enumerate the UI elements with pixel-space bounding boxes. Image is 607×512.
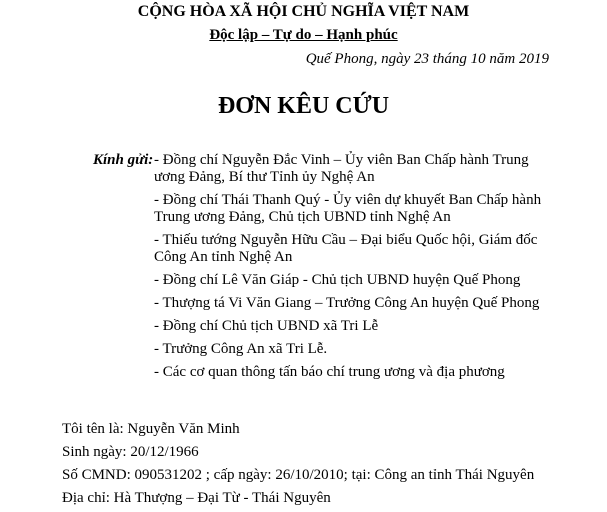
addressee-item: - Các cơ quan thông tấn báo chí trung ương và địa phương — [154, 364, 505, 380]
addressee-item: - Đồng chí Thái Thanh Quý - Ủy viên dự khuyết Ban Chấp hành Trung ương Đảng, Chủ tịch UBND tỉnh Nghệ An — [154, 192, 542, 225]
addressee-block — [93, 152, 553, 387]
addressee-item: - Đồng chí Chủ tịch UBND xã Tri Lễ — [154, 318, 379, 334]
info-address: Địa chỉ: Hà Thượng – Đại Từ - Thái Nguyên — [62, 490, 331, 506]
addressee-list — [154, 152, 553, 387]
place-date: Quế Phong, ngày 23 tháng 10 năm 2019 — [305, 51, 549, 67]
addressee-item: - Trưởng Công An xã Tri Lễ. — [154, 341, 328, 357]
addressee-label: Kính gửi: — [93, 152, 154, 168]
document-title: ĐƠN KÊU CỨU — [217, 93, 390, 119]
info-birth-date: Sinh ngày: 20/12/1966 — [62, 444, 199, 460]
national-motto-text: Độc lập – Tự do – Hạnh phúc — [209, 27, 398, 43]
info-name: Tôi tên là: Nguyễn Văn Minh — [62, 421, 240, 437]
personal-info — [62, 418, 582, 510]
addressee-item: - Đồng chí Lê Văn Giáp - Chủ tịch UBND huyện Quế Phong — [154, 272, 521, 288]
addressee-row — [93, 152, 553, 387]
addressee-item: - Thượng tá Vi Văn Giang – Trưởng Công An huyện Quế Phong — [154, 295, 540, 311]
national-motto — [0, 26, 607, 44]
addressee-item: - Đồng chí Nguyễn Đắc Vinh – Ủy viên Ban Chấp hành Trung ương Đảng, Bí thư Tỉnh ủy Nghệ An — [154, 152, 529, 185]
addressee-item: - Thiếu tướng Nguyễn Hữu Cầu – Đại biểu Quốc hội, Giám đốc Công An tỉnh Nghệ An — [154, 232, 538, 265]
national-header: CỘNG HÒA XÃ HỘI CHỦ NGHĨA VIỆT NAM — [137, 3, 470, 20]
info-id-card: Số CMND: 090531202 ; cấp ngày: 26/10/2010; tại: Công an tỉnh Thái Nguyên — [62, 467, 535, 483]
